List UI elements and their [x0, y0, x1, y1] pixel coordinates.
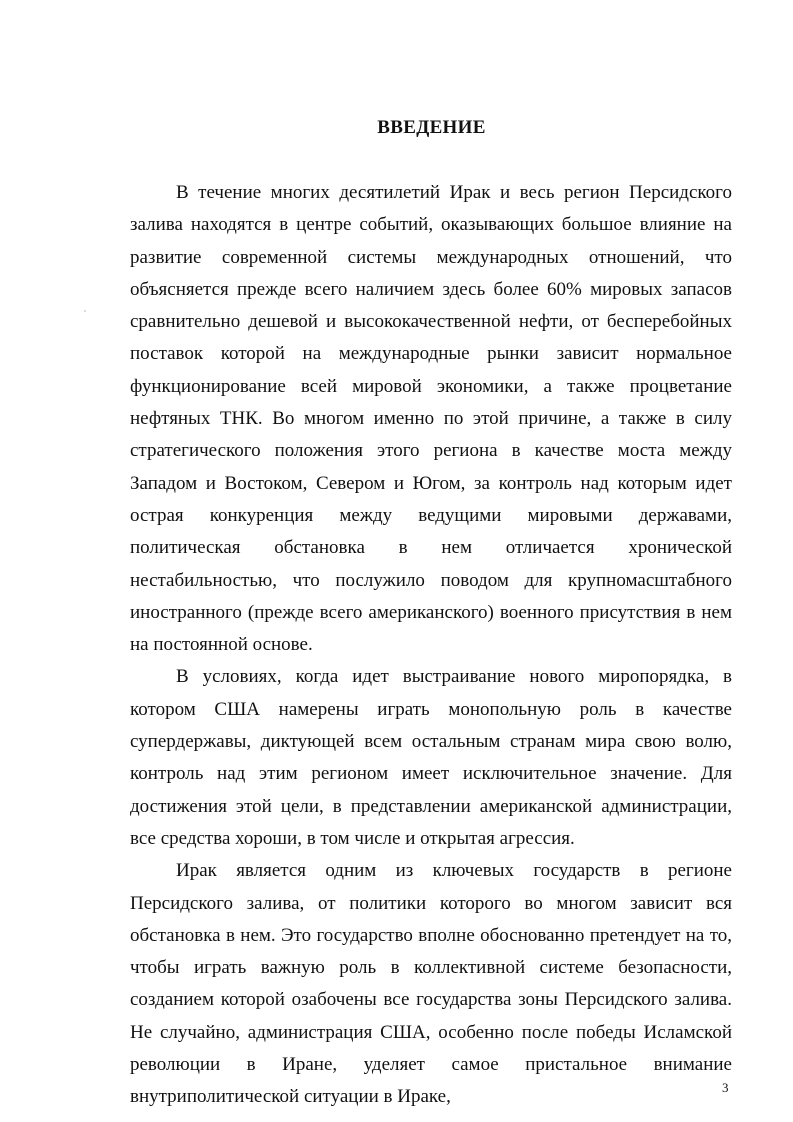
- body-text: [130, 177, 732, 1114]
- paragraph-1: В течение многих десятилетий Ирак и весь регион Персидского залива находятся в центре событий, оказывающих большое влияние на развитие современной системы международных отношений, что объясняется прежде всего наличием здесь более 60% мировых запасов сравнительно дешевой и высококачественной нефти, от бесперебойных поставок которой на международные рынки зависит нормальное функционирование всей мировой экономики, а также процветание нефтяных ТНК. Во многом именно по этой причине, а также в силу стратегического положения этого региона в качестве моста между Западом и Востоком, Севером и Югом, за контроль над которым идет острая конкуренция между ведущими мировыми державами, политическая обстановка в нем отличается хронической нестабильностью, что послужило поводом для крупномасштабного иностранного (прежде всего американского) военного присутствия в нем на постоянной основе.: [130, 182, 732, 656]
- page-title: ВВЕДЕНИЕ: [377, 117, 486, 138]
- paragraph-2: В условиях, когда идет выстраивание нового миропорядка, в котором США намерены играть монопольную роль в качестве супердержавы, диктующей всем остальным странам мира свою волю, контроль над этим регионом имеет исключительное значение. Для достижения этой цели, в представлении американской администрации, все средства хороши, в том числе и открытая агрессия.: [130, 666, 732, 849]
- paragraph-3: Ирак является одним из ключевых государств в регионе Персидского залива, от политики которого во многом зависит вся обстановка в нем. Это государство вполне обоснованно претендует на то, чтобы играть важную роль в коллективной системе безопасности, созданием которой озабочены все государства зоны Персидского залива. Не случайно, администрация США, особенно после победы Исламской революции в Иране, уделяет самое пристальное внимание внутриполитической ситуации в Ираке,: [130, 860, 732, 1108]
- margin-speck: [84, 310, 86, 312]
- page-number: 3: [722, 1080, 729, 1095]
